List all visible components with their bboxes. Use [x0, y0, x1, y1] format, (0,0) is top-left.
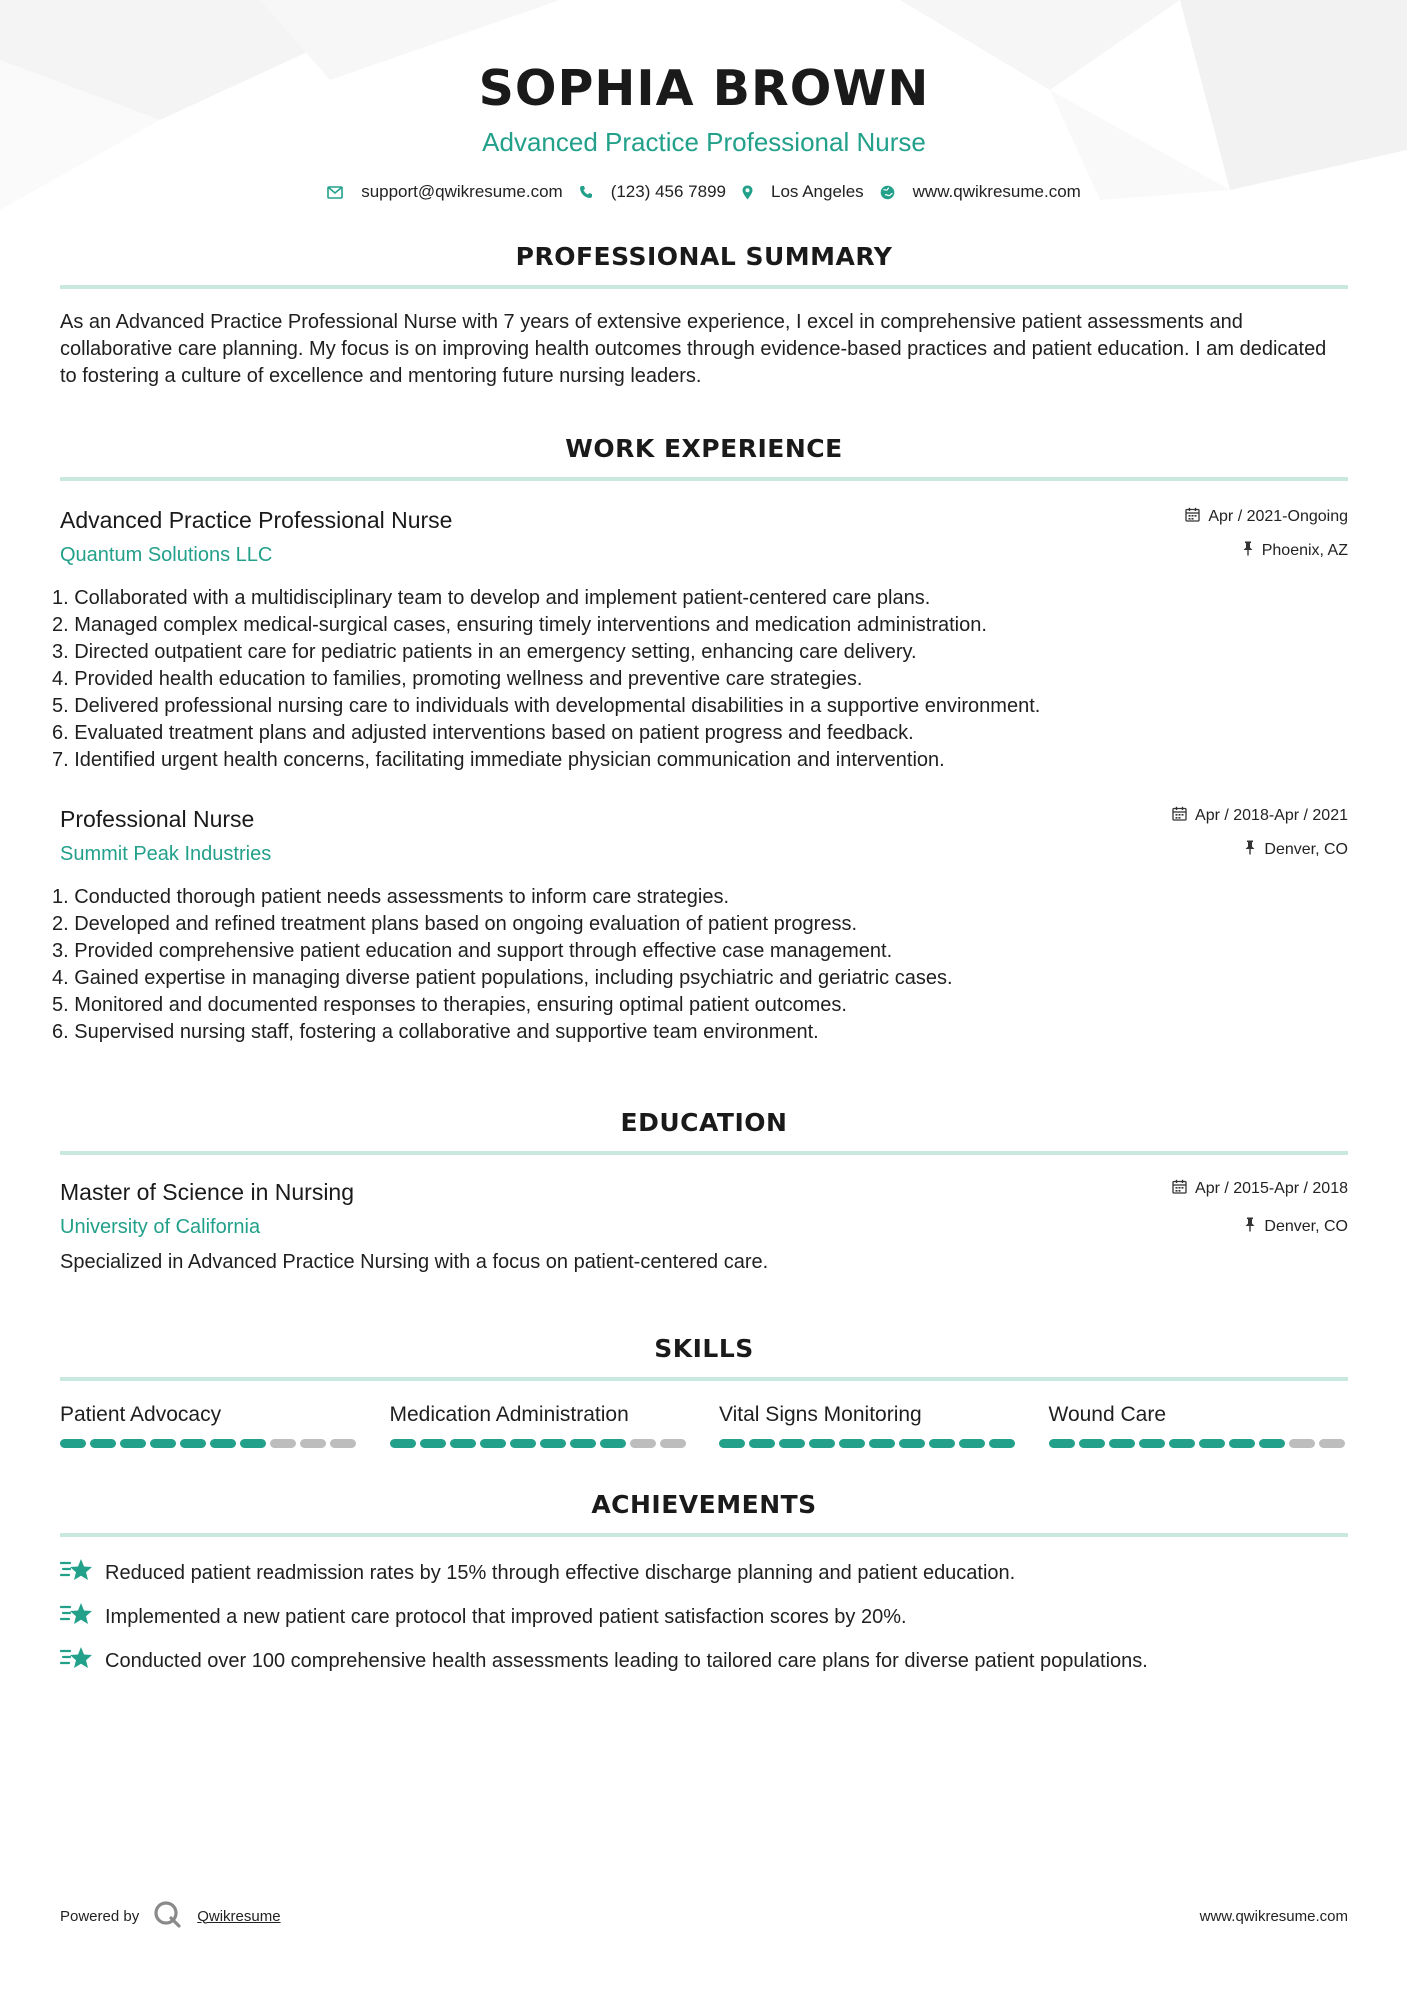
skill-item [390, 1403, 690, 1448]
section-divider [60, 477, 1348, 481]
skill-segment-empty [660, 1439, 686, 1448]
candidate-title: Advanced Practice Professional Nurse [482, 127, 926, 157]
list-item: 2. Developed and refined treatment plans based on ongoing evaluation of patient progress. [52, 913, 857, 935]
skill-item [60, 1403, 360, 1448]
skill-segment-filled [1169, 1439, 1195, 1448]
job-entry [52, 806, 1348, 1046]
skill-segment-filled [869, 1439, 895, 1448]
phone-icon [579, 185, 593, 199]
achievements-heading: ACHIEVEMENTS [591, 1490, 817, 1519]
achievement-item: Reduced patient readmission rates by 15% through effective discharge planning and patient education. [60, 1559, 1348, 1587]
education-description: Specialized in Advanced Practice Nursing with a focus on patient-centered care. [60, 1251, 769, 1273]
skill-segment-filled [90, 1439, 116, 1448]
skill-segment-filled [839, 1439, 865, 1448]
skill-level-bar [60, 1439, 360, 1448]
envelope-icon [327, 186, 343, 199]
education-entry [60, 1179, 1348, 1274]
achievements-list [60, 1559, 1348, 1675]
job-title: Professional Nurse [60, 806, 255, 832]
list-item: 4. Provided health education to families, promoting wellness and preventive care strategies. [52, 668, 863, 690]
job-meta [1172, 806, 1348, 860]
job-meta [1185, 507, 1348, 561]
education-section [60, 1108, 1348, 1274]
qwikresume-link[interactable]: Qwikresume [197, 1907, 281, 1925]
skill-level-bar [390, 1439, 690, 1448]
job-title: Advanced Practice Professional Nurse [60, 507, 453, 533]
calendar-icon [1172, 1179, 1187, 1199]
list-item: 5. Delivered professional nursing care to individuals with developmental disabilities in a supportive environment. [52, 695, 1041, 717]
skill-segment-empty [330, 1439, 356, 1448]
calendar-icon [1172, 806, 1187, 826]
list-item: 4. Gained expertise in managing diverse patient populations, including psychiatric and geriatric cases. [52, 967, 953, 989]
school-name: University of California [60, 1216, 261, 1238]
skill-segment-filled [390, 1439, 416, 1448]
list-item: 1. Collaborated with a multidisciplinary team to develop and implement patient-centered care plans. [52, 587, 931, 609]
skill-segment-filled [450, 1439, 476, 1448]
list-item: 2. Managed complex medical-surgical cases, ensuring timely interventions and medication administration. [52, 614, 987, 636]
achievements-section [60, 1490, 1348, 1675]
skill-segment-empty [300, 1439, 326, 1448]
skill-segment-filled [779, 1439, 805, 1448]
footer-branding [60, 1900, 281, 1932]
skill-segment-filled [240, 1439, 266, 1448]
skill-segment-filled [600, 1439, 626, 1448]
skills-section [60, 1334, 1348, 1448]
skill-segment-filled [1109, 1439, 1135, 1448]
skills-heading: SKILLS [654, 1334, 754, 1363]
shooting-star-icon [60, 1601, 93, 1633]
calendar-icon [1185, 507, 1200, 527]
education-meta [1172, 1179, 1348, 1237]
skill-segment-empty [630, 1439, 656, 1448]
list-item: 3. Provided comprehensive patient education and support through effective case management. [52, 940, 893, 962]
experience-section [52, 434, 1348, 1046]
skill-name: Medication Administration [389, 1403, 629, 1426]
list-item: 6. Evaluated treatment plans and adjusted interventions based on patient progress and feedback. [52, 722, 914, 744]
skill-segment-filled [150, 1439, 176, 1448]
skill-segment-filled [929, 1439, 955, 1448]
degree-title: Master of Science in Nursing [60, 1179, 355, 1205]
powered-by-label: Powered by [60, 1907, 140, 1925]
skill-segment-filled [540, 1439, 566, 1448]
skill-segment-filled [959, 1439, 985, 1448]
contact-location [742, 182, 864, 202]
summary-section [60, 242, 1348, 390]
map-pin-icon [742, 185, 753, 200]
skill-segment-filled [1079, 1439, 1105, 1448]
job-bullets [52, 884, 1348, 1046]
skill-segment-filled [60, 1439, 86, 1448]
skill-segment-filled [1139, 1439, 1165, 1448]
skill-segment-filled [809, 1439, 835, 1448]
candidate-name: SOPHIA BROWN [478, 60, 930, 117]
section-divider [60, 1533, 1348, 1537]
skill-segment-filled [510, 1439, 536, 1448]
skill-item [1049, 1403, 1349, 1448]
skill-segment-filled [719, 1439, 745, 1448]
education-heading: EDUCATION [620, 1108, 788, 1137]
skill-item [719, 1403, 1019, 1448]
contact-bar [60, 182, 1348, 202]
page-footer [60, 1900, 1348, 1932]
contact-email[interactable] [327, 182, 563, 202]
skill-level-bar [1049, 1439, 1349, 1448]
education-location: Denver, CO [1172, 1217, 1348, 1237]
experience-heading: WORK EXPERIENCE [565, 434, 843, 463]
skill-name: Wound Care [1048, 1403, 1167, 1426]
summary-text: As an Advanced Practice Professional Nurse with 7 years of extensive experience, I excel in comprehensive patient assessments and collaborative care planning. My focus is on improving health outcomes through evidence-based practices and patient education. I am dedicated to fostering a culture of excellence and mentoring future nursing leaders. [60, 311, 1327, 387]
location-text: Los Angeles [771, 182, 864, 201]
email-text: support@qwikresume.com [361, 182, 563, 201]
skill-segment-filled [989, 1439, 1015, 1448]
skill-name: Vital Signs Monitoring [719, 1403, 922, 1426]
list-item: 1. Conducted thorough patient needs assessments to inform care strategies. [52, 886, 730, 908]
section-divider [60, 285, 1348, 289]
shooting-star-icon [60, 1557, 93, 1589]
skill-segment-filled [480, 1439, 506, 1448]
skill-segment-filled [899, 1439, 925, 1448]
list-item: 7. Identified urgent health concerns, facilitating immediate physician communication and intervention. [52, 749, 945, 771]
list-item: 3. Directed outpatient care for pediatric patients in an emergency setting, enhancing care delivery. [52, 641, 917, 663]
skill-level-bar [719, 1439, 1019, 1448]
achievement-item: Implemented a new patient care protocol that improved patient satisfaction scores by 20%. [60, 1603, 1348, 1631]
job-entry [52, 507, 1348, 774]
skill-segment-filled [1049, 1439, 1075, 1448]
skill-segment-filled [1229, 1439, 1255, 1448]
pushpin-icon [1244, 840, 1256, 860]
summary-heading: PROFESSIONAL SUMMARY [515, 242, 893, 271]
skill-segment-filled [570, 1439, 596, 1448]
pushpin-icon [1242, 541, 1254, 561]
globe-icon [880, 185, 895, 200]
skill-segment-filled [120, 1439, 146, 1448]
pushpin-icon [1244, 1217, 1256, 1237]
contact-website[interactable] [880, 182, 1081, 202]
section-divider [60, 1151, 1348, 1155]
job-bullets [52, 585, 1348, 774]
qwikresume-logo-icon [153, 1900, 183, 1932]
resume-header [60, 0, 1348, 202]
job-company: Summit Peak Industries [60, 843, 272, 865]
skill-segment-filled [749, 1439, 775, 1448]
footer-website-link[interactable]: www.qwikresume.com [1199, 1907, 1348, 1925]
job-dates: Apr / 2018-Apr / 2021 [1172, 806, 1348, 826]
skill-segment-filled [1259, 1439, 1285, 1448]
skill-segment-filled [1199, 1439, 1225, 1448]
list-item: 6. Supervised nursing staff, fostering a collaborative and supportive team environment. [52, 1021, 819, 1043]
website-text: www.qwikresume.com [912, 182, 1081, 201]
skills-list [60, 1403, 1348, 1448]
skill-segment-filled [420, 1439, 446, 1448]
contact-phone[interactable] [579, 182, 726, 202]
resume-page [52, 0, 1348, 1675]
skill-name: Patient Advocacy [60, 1403, 222, 1426]
skill-segment-filled [210, 1439, 236, 1448]
skill-segment-filled [180, 1439, 206, 1448]
section-divider [60, 1377, 1348, 1381]
shooting-star-icon [60, 1645, 93, 1677]
achievement-item: Conducted over 100 comprehensive health assessments leading to tailored care plans for diverse patient populations. [60, 1647, 1348, 1675]
job-dates: Apr / 2021-Ongoing [1185, 507, 1348, 527]
list-item: 5. Monitored and documented responses to therapies, ensuring optimal patient outcomes. [52, 994, 847, 1016]
job-location: Denver, CO [1172, 840, 1348, 860]
skill-segment-empty [270, 1439, 296, 1448]
education-dates: Apr / 2015-Apr / 2018 [1172, 1179, 1348, 1199]
skill-segment-empty [1289, 1439, 1315, 1448]
phone-text: (123) 456 7899 [610, 182, 727, 201]
skill-segment-empty [1319, 1439, 1345, 1448]
job-company: Quantum Solutions LLC [60, 544, 273, 566]
job-location: Phoenix, AZ [1185, 541, 1348, 561]
